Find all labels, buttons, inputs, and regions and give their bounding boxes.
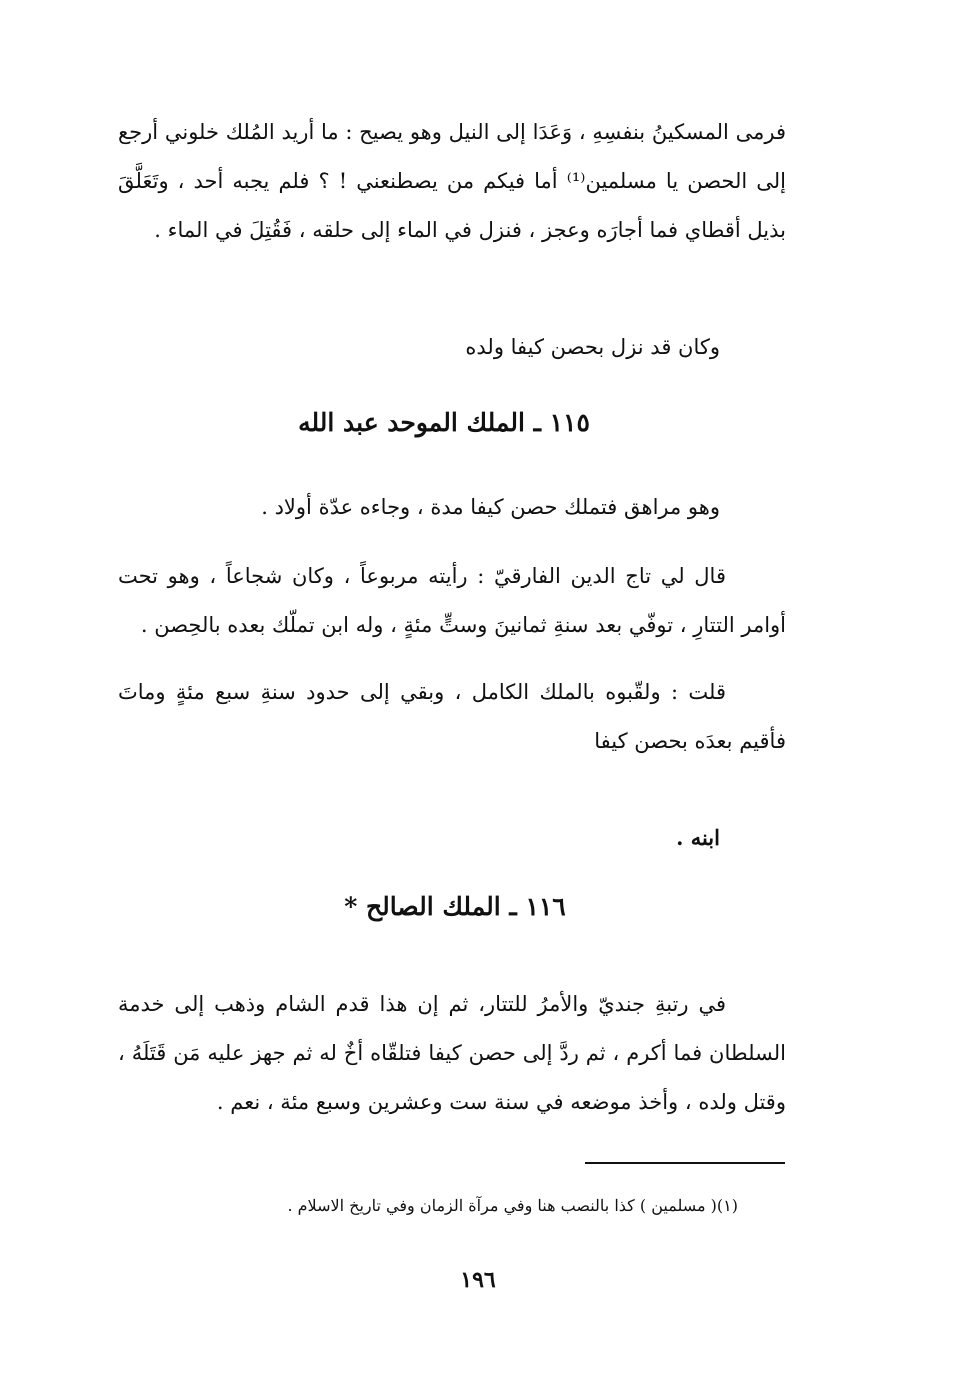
paragraph-1: فرمى المسكينُ بنفسِهِ ، وَعَدَا إلى النيل وهو يصيح : ما أريد المُلك خلوني أرجع إلى الحصن يا مسلمين⁽¹⁾ أما فيكم من يصطنعني ! ؟ فلم يجبه أحد ، وتَعَلَّقَ بذيل أقطاي فما أجارَه وعجز ، فنزل في الماء إلى حلقه ، فَقُتِلَ في الماء . xyxy=(118,120,787,242)
paragraph-4: قال لي تاج الدين الفارقيّ : رأيته مربوعاً ، وكان شجاعاً ، وهو تحت أوامر التتارِ ، توفّي بعد سنةِ ثمانينَ وستٍّ مئةٍ ، وله ابن تملّك بعده بالحِصن . xyxy=(118,564,786,637)
entry-heading-116: ١١٦ ـ الملك الصالح * xyxy=(344,892,566,921)
page-number: ١٩٦ xyxy=(460,1267,496,1293)
paragraph-3: وهو مراهق فتملك حصن كيفا مدة ، وجاءه عدّة أولاد . xyxy=(261,495,720,519)
paragraph-7: في رتبةِ جنديّ والأمرُ للتتار، ثم إن هذا قدم الشام وذهب إلى خدمة السلطان فما أكرم ، ثم ردَّ إلى حصن كيفا فتلقّاه أخٌ له ثم جهز عليه مَن قَتَلَهُ ، وقتل ولده ، وأخذ موضعه في سنة ست وعشرين وسبع مئة ، نعم . xyxy=(118,992,786,1114)
footnote-separator xyxy=(585,1162,785,1164)
entry-heading-115: ١١٥ ـ الملك الموحد عبد الله xyxy=(298,408,590,437)
paragraph-6: ابنه . xyxy=(676,825,720,850)
paragraph-2: وكان قد نزل بحصن كيفا ولده xyxy=(465,335,720,359)
paragraph-5: قلت : ولقّبوه بالملك الكامل ، وبقي إلى حدود سنةِ سبع مئةٍ وماتَ فأقيم بعدَه بحصن كيفا xyxy=(118,680,786,753)
footnote-1: (١)( مسلمين ) كذا بالنصب هنا وفي مرآة الزمان وفي تاريخ الاسلام . xyxy=(287,1196,738,1215)
